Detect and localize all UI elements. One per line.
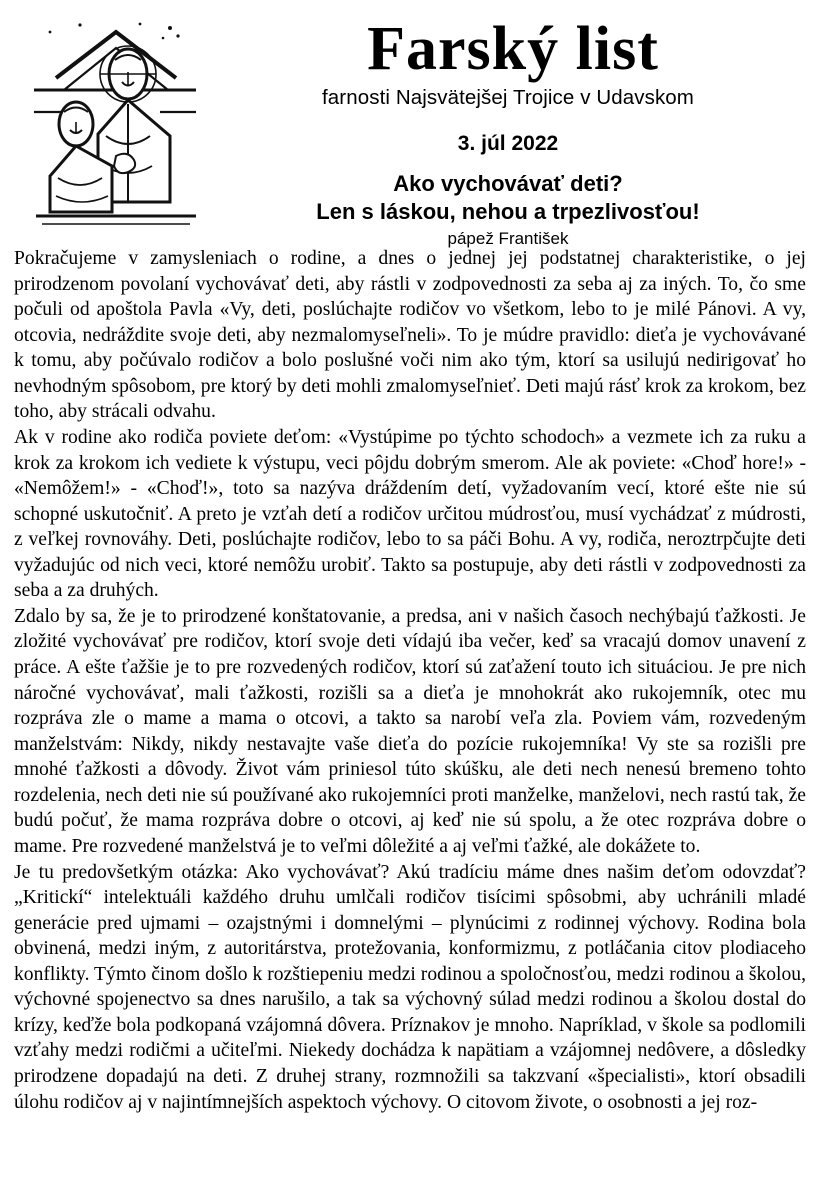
headline-line-2: Len s láskou, nehou a trpezlivosťou! [316, 199, 700, 225]
headline-line-1: Ako vychovávať deti? [393, 171, 623, 196]
article-headline [210, 170, 806, 226]
issue-date: 3. júl 2022 [457, 132, 559, 155]
paper-title: Farský list [367, 15, 659, 83]
masthead-text [210, 10, 806, 249]
article-body [14, 246, 806, 1115]
masthead [14, 10, 806, 249]
parish-logo-icon [14, 10, 210, 226]
article-paragraph: Pokračujeme v zamysleniach o rodine, a dnes o jednej jej podstatnej charakteristike, o jej prirodzenom povolaní vychovávať deti, aby rástli v zodpovednosti za seba aj za iných. To, čo sme počuli od apoštola Pavla «Vy, deti, poslúchajte rodičov vo všetkom, lebo to je milé Pánovi. A vy, otcovia, nedráždite svoje deti, aby nezmalomyseľneli». To je múdre pravidlo: dieťa je vychovávané k tomu, aby počúvalo rodičov a bolo poslušné voči nim ako tým, ktorí sa usilujú nedirigovať ho nevhodným spôsobom, pre ktorý by deti mohli zmalomyseľnieť. Deti majú rásť krok za krokom, bez toho, aby strácali odvahu. [14, 248, 806, 423]
article-byline: pápež František [447, 229, 569, 249]
article-paragraph: Ak v rodine ako rodiča poviete deťom: «Vystúpime po týchto schodoch» a vezmete ich za ruku a krok za krokom ich vediete k výstupu, veci pôjdu dobrým smerom. Ale ak poviete: «Choď hore!» - «Nemôžem!» - «Choď!», toto sa nazýva dráždením detí, vyžadovaním vecí, ktoré ešte nie sú schopné uskutočniť. A preto je vzťah detí a rodičov určitou múdrosťou, musí vychádzať z múdrosti, z veľkej rovnováhy. Deti, poslúchajte rodičov, lebo to sa páči Bohu. A vy, rodiča, neroztrpčujte deti vyžadujúc od nich veci, ktoré nemôžu urobiť. Takto sa postupuje, aby deti rástli v zodpovednosti za seba a za druhých. [14, 426, 806, 602]
article-paragraph: Je tu predovšetkým otázka: Ako vychovávať? Akú tradíciu máme dnes našim deťom odovzdať? „Kritickí“ intelektuáli každého druhu umlčali rodičov tisícimi spôsobmi, aby uchránili mladé generácie pred ujmami – ozajstnými i domnelými – plynúcimi z rodinnej výchovy. Rodina bola obvinená, medzi iným, z autoritárstva, protežovania, konformizmu, z potláčania citov plodiaceho konflikty. Týmto činom došlo k rozštiepeniu medzi rodinou a spoločnosťou, medzi rodinou a školou, výchovné spojenectvo sa dnes narušilo, a tak sa výchovný súlad medzi rodinou a školou dostal do krízy, keďže bola podkopaná vzájomná dôvera. Príznakov je mnoho. Napríklad, v škole sa podlomili vzťahy medzi rodičmi a učiteľmi. Niekedy dochádza k napätiam a vzájomnej nedôvere, a dôsledky prirodzene dopadajú na deti. Z druhej strany, rozmnožili sa takzvaní «špecialisti», ktorí obsadili úlohu rodičov aj v najintímnejších aspektoch výchovy. O citovom živote, o osobnosti a jej roz- [14, 861, 806, 1113]
article-paragraph: Zdalo by sa, že je to prirodzené konštatovanie, a predsa, ani v našich časoch nechýbajú ťažkosti. Je zložité vychovávať pre rodičov, ktorí svoje deti vídajú iba večer, keď sa vracajú domov unavení z práce. A ešte ťažšie je to pre rozvedených rodičov, ktorí sú zaťažení touto ich situáciou. Je pre nich náročné vychovávať, mali ťažkosti, rozišli sa a dieťa je mnohokrát ako rukojemník, otec mu rozpráva zle o mame a mama o otcovi, a takto sa narobí veľa zla. Poviem vám, rozvedeným manželstvám: Nikdy, nikdy nestavajte vaše dieťa do pozície rukojemníka! Vy ste sa rozišli pre mnohé ťažkosti a dôvody. Život vám priniesol túto skúšku, ale deti nech nenesú bremeno tohto rozdelenia, nech deti nie sú používané ako rukojemníci proti manželke, manželovi, nech rastú tak, že budú počuť, že mama rozpráva dobre o otcovi, aj keď nie sú spolu, a že otec rozpráva dobre o mame. Pre rozvedené manželstvá je to veľmi dôležité a aj veľmi ťažké, ale dokážete to. [14, 605, 806, 857]
paper-subtitle: farnosti Najsvätejšej Trojice v Udavskom [322, 86, 694, 109]
